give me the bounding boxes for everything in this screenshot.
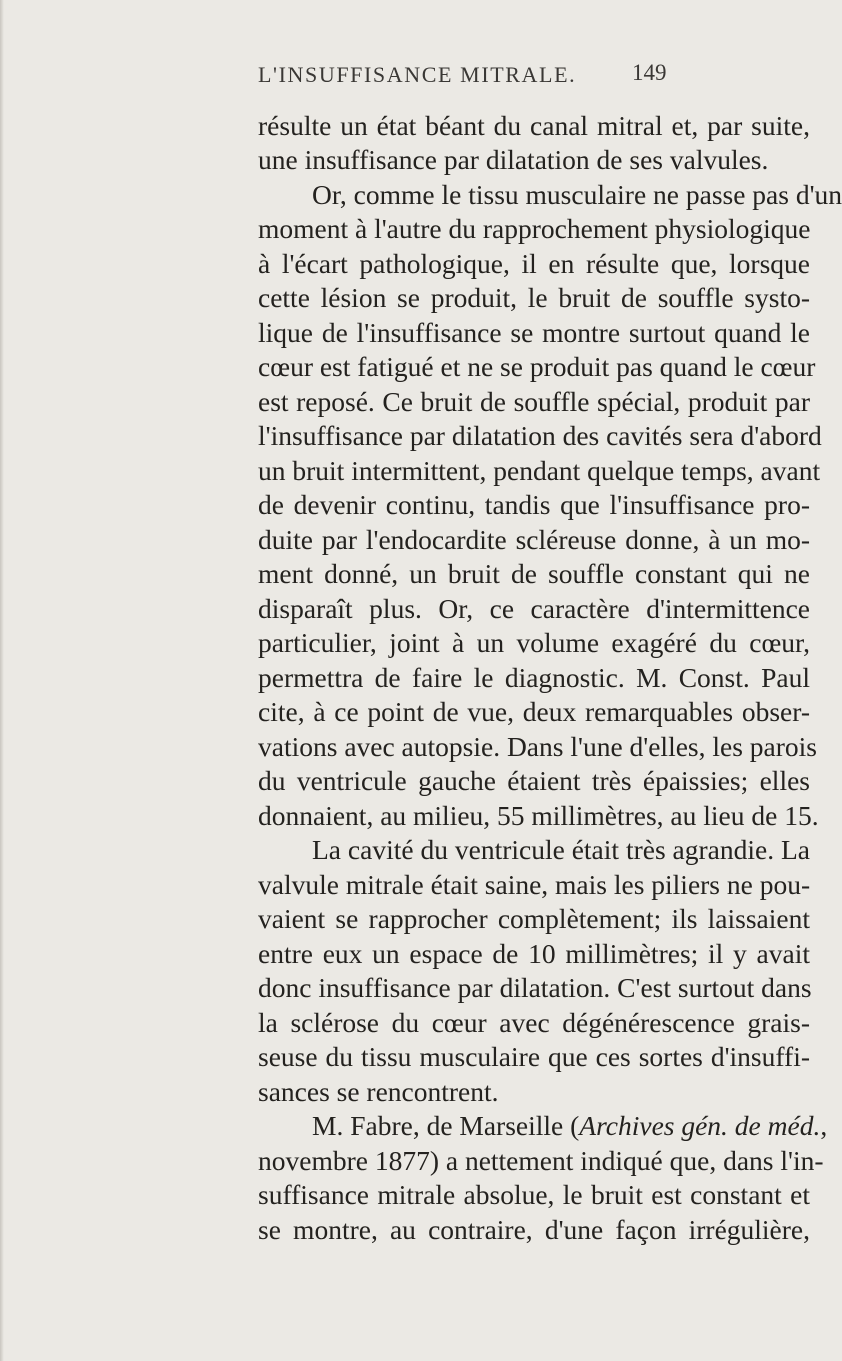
citation-lead-text: M. Fabre, de Marseille ( bbox=[312, 1110, 580, 1141]
paragraph-first-line bbox=[312, 1110, 828, 1141]
text-line: entre eux un espace de 10 millimètres; il y avait bbox=[258, 938, 810, 969]
text-line: du ventricule gauche étaient très épaissies; elles bbox=[258, 765, 810, 796]
paragraph-first-line: La cavité du ventricule était très agrandie. La bbox=[312, 834, 810, 865]
text-line: seuse du tissu musculaire que ces sortes d'insuffi- bbox=[258, 1041, 810, 1072]
text-line: disparaît plus. Or, ce caractère d'intermittence bbox=[258, 593, 810, 624]
journal-title-italic: Archives gén. de méd. bbox=[579, 1110, 821, 1141]
text-line: duite par l'endocardite scléreuse donne, à un mo- bbox=[258, 524, 810, 555]
text-line: donc insuffisance par dilatation. C'est surtout dans bbox=[258, 972, 812, 1003]
running-title: L'INSUFFISANCE MITRALE. bbox=[258, 62, 577, 87]
text-line: cite, à ce point de vue, deux remarquables obser- bbox=[258, 696, 810, 727]
text-line: à l'écart pathologique, il en résulte que, lorsque bbox=[258, 248, 810, 279]
text-line: un bruit intermittent, pendant quelque temps, avant bbox=[258, 455, 821, 486]
text-line: une insuffisance par dilatation de ses valvules. bbox=[258, 144, 769, 175]
text-line: ment donné, un bruit de souffle constant qui ne bbox=[258, 558, 810, 589]
text-line: particulier, joint à un volume exagéré du cœur, bbox=[258, 627, 810, 658]
text-line: donnaient, au milieu, 55 millimètres, au lieu de 15. bbox=[258, 800, 819, 831]
paragraph-first-line: Or, comme le tissu musculaire ne passe pas d'un bbox=[312, 179, 842, 210]
text-line: vations avec autopsie. Dans l'une d'elles, les parois bbox=[258, 731, 817, 762]
text-line: permettra de faire le diagnostic. M. Const. Paul bbox=[258, 662, 810, 693]
text-line: est reposé. Ce bruit de souffle spécial, produit par bbox=[258, 386, 810, 417]
text-line: l'insuffisance par dilatation des cavités sera d'abord bbox=[258, 420, 822, 451]
text-line: vaient se rapprocher complètement; ils laissaient bbox=[258, 903, 810, 934]
text-line: novembre 1877) a nettement indiqué que, dans l'in- bbox=[258, 1145, 824, 1176]
citation-trailing-text: , bbox=[820, 1110, 828, 1141]
text-line: sances se rencontrent. bbox=[258, 1076, 499, 1107]
text-line: la sclérose du cœur avec dégénérescence grais- bbox=[258, 1007, 810, 1038]
page-gutter-edge bbox=[0, 0, 4, 1361]
text-line: se montre, au contraire, d'une façon irrégulière, bbox=[258, 1214, 810, 1245]
text-line: cette lésion se produit, le bruit de souffle systo- bbox=[258, 282, 810, 313]
text-line: moment à l'autre du rapprochement physiologique bbox=[258, 213, 811, 244]
text-line: cœur est fatigué et ne se produit pas quand le cœur bbox=[258, 351, 816, 382]
text-line: lique de l'insuffisance se montre surtout quand le bbox=[258, 317, 810, 348]
text-line: de devenir continu, tandis que l'insuffisance pro- bbox=[258, 489, 810, 520]
page-number: 149 bbox=[632, 60, 667, 85]
text-line: résulte un état béant du canal mitral et, par suite, bbox=[258, 110, 810, 141]
text-line: valvule mitrale était saine, mais les piliers ne pou- bbox=[258, 869, 811, 900]
text-line: suffisance mitrale absolue, le bruit est constant et bbox=[258, 1179, 810, 1210]
